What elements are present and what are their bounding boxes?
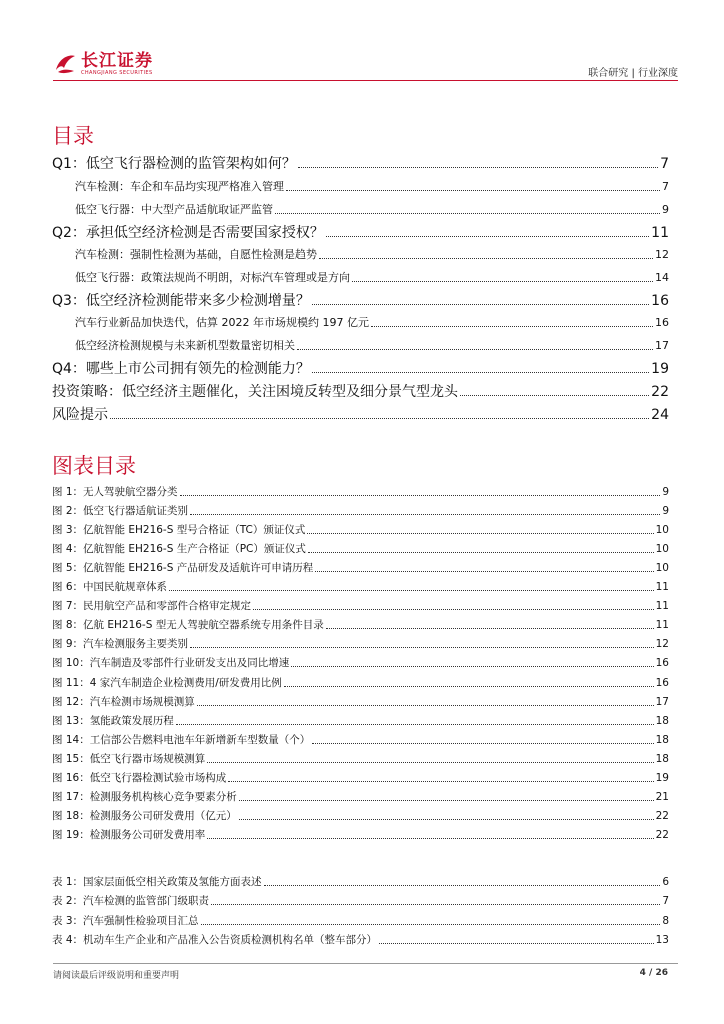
toc-subentry-label: 汽车行业新品加快迭代，估算 2022 年市场规模约 197 亿元 bbox=[75, 316, 369, 329]
toc-subentry-page: 16 bbox=[655, 316, 669, 329]
dot-leader bbox=[190, 647, 654, 648]
toc-entry[interactable] bbox=[52, 153, 669, 173]
table-entry[interactable] bbox=[52, 913, 669, 928]
dot-leader bbox=[297, 349, 653, 350]
table-entry-label: 表 2：汽车检测的监管部门级职责 bbox=[52, 895, 210, 908]
figure-entry-page: 18 bbox=[655, 714, 669, 727]
figure-entry[interactable] bbox=[52, 522, 669, 537]
figure-entry-page: 10 bbox=[655, 543, 669, 556]
toc-subentry-label: 低空经济检测规模与未来新机型数量密切相关 bbox=[75, 339, 295, 352]
dot-leader bbox=[312, 304, 649, 305]
figure-entry-label: 图 6：中国民航规章体系 bbox=[52, 581, 168, 594]
toc-entry-page: 22 bbox=[651, 384, 669, 400]
figure-entry-page: 16 bbox=[655, 676, 669, 689]
dot-leader bbox=[326, 236, 649, 237]
figure-entry-label: 图 3：亿航智能 EH216-S 型号合格证（TC）颁证仪式 bbox=[52, 524, 306, 537]
figure-entry[interactable] bbox=[52, 655, 669, 670]
toc-entry-page: 7 bbox=[660, 156, 669, 172]
dot-leader bbox=[176, 724, 654, 725]
figure-entry[interactable] bbox=[52, 751, 669, 766]
figure-entry-label: 图 5：亿航智能 EH216-S 产品研发及适航许可申请历程 bbox=[52, 562, 314, 575]
toc-subentry-label: 汽车检测：强制性检测为基础，自愿性检测是趋势 bbox=[75, 248, 317, 261]
figure-entry-label: 图 8：亿航 EH216-S 型无人驾驶航空器系统专用条件目录 bbox=[52, 619, 324, 632]
dot-leader bbox=[298, 167, 658, 168]
dot-leader bbox=[326, 628, 654, 629]
figure-entry-page: 22 bbox=[655, 809, 669, 822]
figure-entry[interactable] bbox=[52, 675, 669, 690]
figure-entry-label: 图 4：亿航智能 EH216-S 生产合格证（PC）颁证仪式 bbox=[52, 543, 306, 556]
dot-leader bbox=[460, 395, 649, 396]
toc-entry-label: 风险提示 bbox=[52, 407, 108, 423]
page-number: 4 / 26 bbox=[639, 968, 668, 978]
dot-leader bbox=[207, 762, 653, 763]
figure-entry-page: 21 bbox=[655, 790, 669, 803]
toc-title: 目录 bbox=[52, 124, 94, 148]
toc-entry-page: 11 bbox=[651, 225, 669, 241]
dot-leader bbox=[228, 781, 653, 782]
dot-leader bbox=[201, 924, 661, 925]
dot-leader bbox=[169, 590, 654, 591]
table-entry-label: 表 1：国家层面低空相关政策及氢能方面表述 bbox=[52, 876, 262, 888]
toc-entry-page: 19 bbox=[651, 361, 669, 377]
figure-entry-page: 19 bbox=[655, 771, 669, 784]
toc-entry-label: Q3：低空经济检测能带来多少检测增量？ bbox=[52, 293, 310, 309]
figure-entry-label: 图 10：汽车制造及零部件行业研发支出及同比增速 bbox=[52, 657, 290, 670]
dot-leader bbox=[207, 838, 653, 839]
table-entry-page: 6 bbox=[662, 876, 669, 888]
dot-leader bbox=[110, 418, 649, 419]
header-divider bbox=[53, 80, 678, 81]
toc-subentry-label: 低空飞行器：中大型产品适航取证严监管 bbox=[75, 203, 273, 216]
dot-leader bbox=[239, 819, 654, 820]
figure-entry-page: 10 bbox=[655, 562, 669, 575]
figure-entry-page: 11 bbox=[655, 619, 669, 632]
figure-entry-label: 图 14：工信部公告燃料电池车年新增新车型数量（个） bbox=[52, 733, 311, 746]
toc-entry-page: 24 bbox=[651, 407, 669, 423]
toc-subentry-page: 14 bbox=[655, 271, 669, 284]
table-entry-page: 7 bbox=[662, 895, 669, 908]
table-entry-page: 8 bbox=[662, 914, 669, 927]
figure-entry-page: 16 bbox=[655, 657, 669, 670]
toc-subentry[interactable] bbox=[75, 337, 669, 353]
footer-divider bbox=[53, 963, 678, 964]
figure-entry[interactable] bbox=[52, 484, 669, 499]
toc-entry-label: Q1：低空飞行器检测的监管架构如何？ bbox=[52, 156, 296, 172]
figure-entry[interactable] bbox=[52, 636, 669, 651]
toc-entry[interactable] bbox=[52, 358, 669, 378]
figure-entry-page: 9 bbox=[662, 486, 669, 498]
figure-entry[interactable] bbox=[52, 827, 669, 842]
dot-leader bbox=[239, 800, 654, 801]
report-category: 联合研究 | 行业深度 bbox=[588, 68, 678, 79]
page-header bbox=[53, 44, 678, 84]
table-entry[interactable] bbox=[52, 874, 669, 889]
figure-entry-page: 10 bbox=[655, 524, 669, 537]
toc-subentry[interactable] bbox=[75, 201, 669, 217]
toc-subentry-label: 低空飞行器：政策法规尚不明朗，对标汽车管理或是方向 bbox=[75, 271, 350, 284]
table-entry-label: 表 4：机动车生产企业和产品准入公告资质检测机构名单（整车部分） bbox=[52, 933, 378, 946]
figure-entry[interactable] bbox=[52, 560, 669, 575]
dot-leader bbox=[275, 213, 660, 214]
table-entry[interactable] bbox=[52, 932, 669, 947]
toc-entry-label: 投资策略：低空经济主题催化，关注困境反转型及细分景气型龙头 bbox=[52, 384, 458, 400]
figure-entry-label: 图 17：检测服务机构核心竞争要素分析 bbox=[52, 790, 237, 803]
figure-entry[interactable] bbox=[52, 694, 669, 709]
dot-leader bbox=[319, 258, 653, 259]
figure-entry-label: 图 11：4 家汽车制造企业检测费用/研发费用比例 bbox=[52, 676, 282, 689]
toc-entry[interactable] bbox=[52, 381, 669, 401]
dot-leader bbox=[211, 904, 660, 905]
figure-entry[interactable] bbox=[52, 579, 669, 594]
toc-subentry[interactable] bbox=[75, 269, 669, 285]
figure-entry[interactable] bbox=[52, 598, 669, 613]
toc-entry-label: Q4：哪些上市公司拥有领先的检测能力？ bbox=[52, 361, 310, 377]
figure-entry-label: 图 13：氢能政策发展历程 bbox=[52, 714, 174, 727]
dot-leader bbox=[308, 552, 654, 553]
figure-entry-page: 22 bbox=[655, 828, 669, 841]
figure-entry-page: 9 bbox=[662, 505, 669, 518]
dot-leader bbox=[264, 885, 661, 886]
dot-leader bbox=[291, 666, 653, 667]
company-logo bbox=[53, 49, 153, 79]
figures-title: 图表目录 bbox=[52, 454, 136, 478]
figure-entry[interactable] bbox=[52, 808, 669, 823]
figure-entry-page: 12 bbox=[655, 638, 669, 651]
toc-subentry-page: 9 bbox=[662, 203, 669, 216]
toc-subentry[interactable] bbox=[75, 178, 669, 194]
toc-entry[interactable] bbox=[52, 222, 669, 242]
logo-en-text: CHANGJIANG SECURITIES bbox=[81, 69, 153, 76]
table-entry-label: 表 3：汽车强制性检验项目汇总 bbox=[52, 914, 199, 927]
figure-entry[interactable] bbox=[52, 617, 669, 632]
figure-entry-label: 图 18：检测服务公司研发费用（亿元） bbox=[52, 809, 237, 822]
dot-leader bbox=[315, 571, 653, 572]
dot-leader bbox=[197, 705, 654, 706]
figure-entry-label: 图 19：检测服务公司研发费用率 bbox=[52, 828, 206, 841]
figure-entry-label: 图 7：民用航空产品和零部件合格审定规定 bbox=[52, 600, 252, 613]
toc-entry-page: 16 bbox=[651, 293, 669, 309]
dot-leader bbox=[286, 190, 660, 191]
figure-entry[interactable] bbox=[52, 732, 669, 747]
dot-leader bbox=[371, 326, 653, 327]
dot-leader bbox=[190, 514, 660, 515]
figure-entry[interactable] bbox=[52, 503, 669, 518]
toc-subentry[interactable] bbox=[75, 246, 669, 262]
figure-entry-page: 17 bbox=[655, 695, 669, 708]
toc-subentry-page: 7 bbox=[662, 180, 669, 193]
toc-entry-label: Q2：承担低空经济检测是否需要国家授权？ bbox=[52, 225, 324, 241]
figure-entry-page: 18 bbox=[655, 752, 669, 765]
logo-cn-text: 长江证券 bbox=[81, 50, 153, 71]
figure-entry-page: 18 bbox=[655, 733, 669, 746]
dot-leader bbox=[312, 372, 649, 373]
figure-entry[interactable] bbox=[52, 541, 669, 556]
logo-mark-icon bbox=[53, 52, 77, 76]
dot-leader bbox=[253, 609, 654, 610]
figure-entry-label: 图 2：低空飞行器适航证类别 bbox=[52, 505, 189, 518]
dot-leader bbox=[312, 743, 653, 744]
figure-entry-label: 图 12：汽车检测市场规模测算 bbox=[52, 695, 195, 708]
figure-entry-page: 11 bbox=[655, 581, 669, 594]
dot-leader bbox=[379, 943, 654, 944]
toc-subentry-page: 12 bbox=[655, 248, 669, 261]
toc-subentry[interactable] bbox=[75, 314, 669, 330]
toc-subentry-label: 汽车检测：车企和车品均实现严格准入管理 bbox=[75, 180, 284, 193]
table-entry[interactable] bbox=[52, 893, 669, 908]
figure-entry[interactable] bbox=[52, 770, 669, 785]
dot-leader bbox=[284, 686, 654, 687]
dot-leader bbox=[352, 281, 653, 282]
toc-subentry-page: 17 bbox=[655, 339, 669, 352]
figure-entry[interactable] bbox=[52, 789, 669, 804]
figure-entry-label: 图 9：汽车检测服务主要类别 bbox=[52, 638, 189, 651]
figure-entry-label: 图 16：低空飞行器检测试验市场构成 bbox=[52, 771, 227, 784]
figure-entry-label: 图 1：无人驾驶航空器分类 bbox=[52, 486, 178, 498]
figure-entry[interactable] bbox=[52, 713, 669, 728]
figure-entry-page: 11 bbox=[655, 600, 669, 613]
disclaimer-note: 请阅读最后评级说明和重要声明 bbox=[53, 971, 180, 981]
toc-entry[interactable] bbox=[52, 290, 669, 310]
toc-entry[interactable] bbox=[52, 404, 669, 424]
table-entry-page: 13 bbox=[655, 933, 669, 946]
dot-leader bbox=[180, 495, 661, 496]
dot-leader bbox=[307, 533, 653, 534]
figure-entry-label: 图 15：低空飞行器市场规模测算 bbox=[52, 752, 206, 765]
